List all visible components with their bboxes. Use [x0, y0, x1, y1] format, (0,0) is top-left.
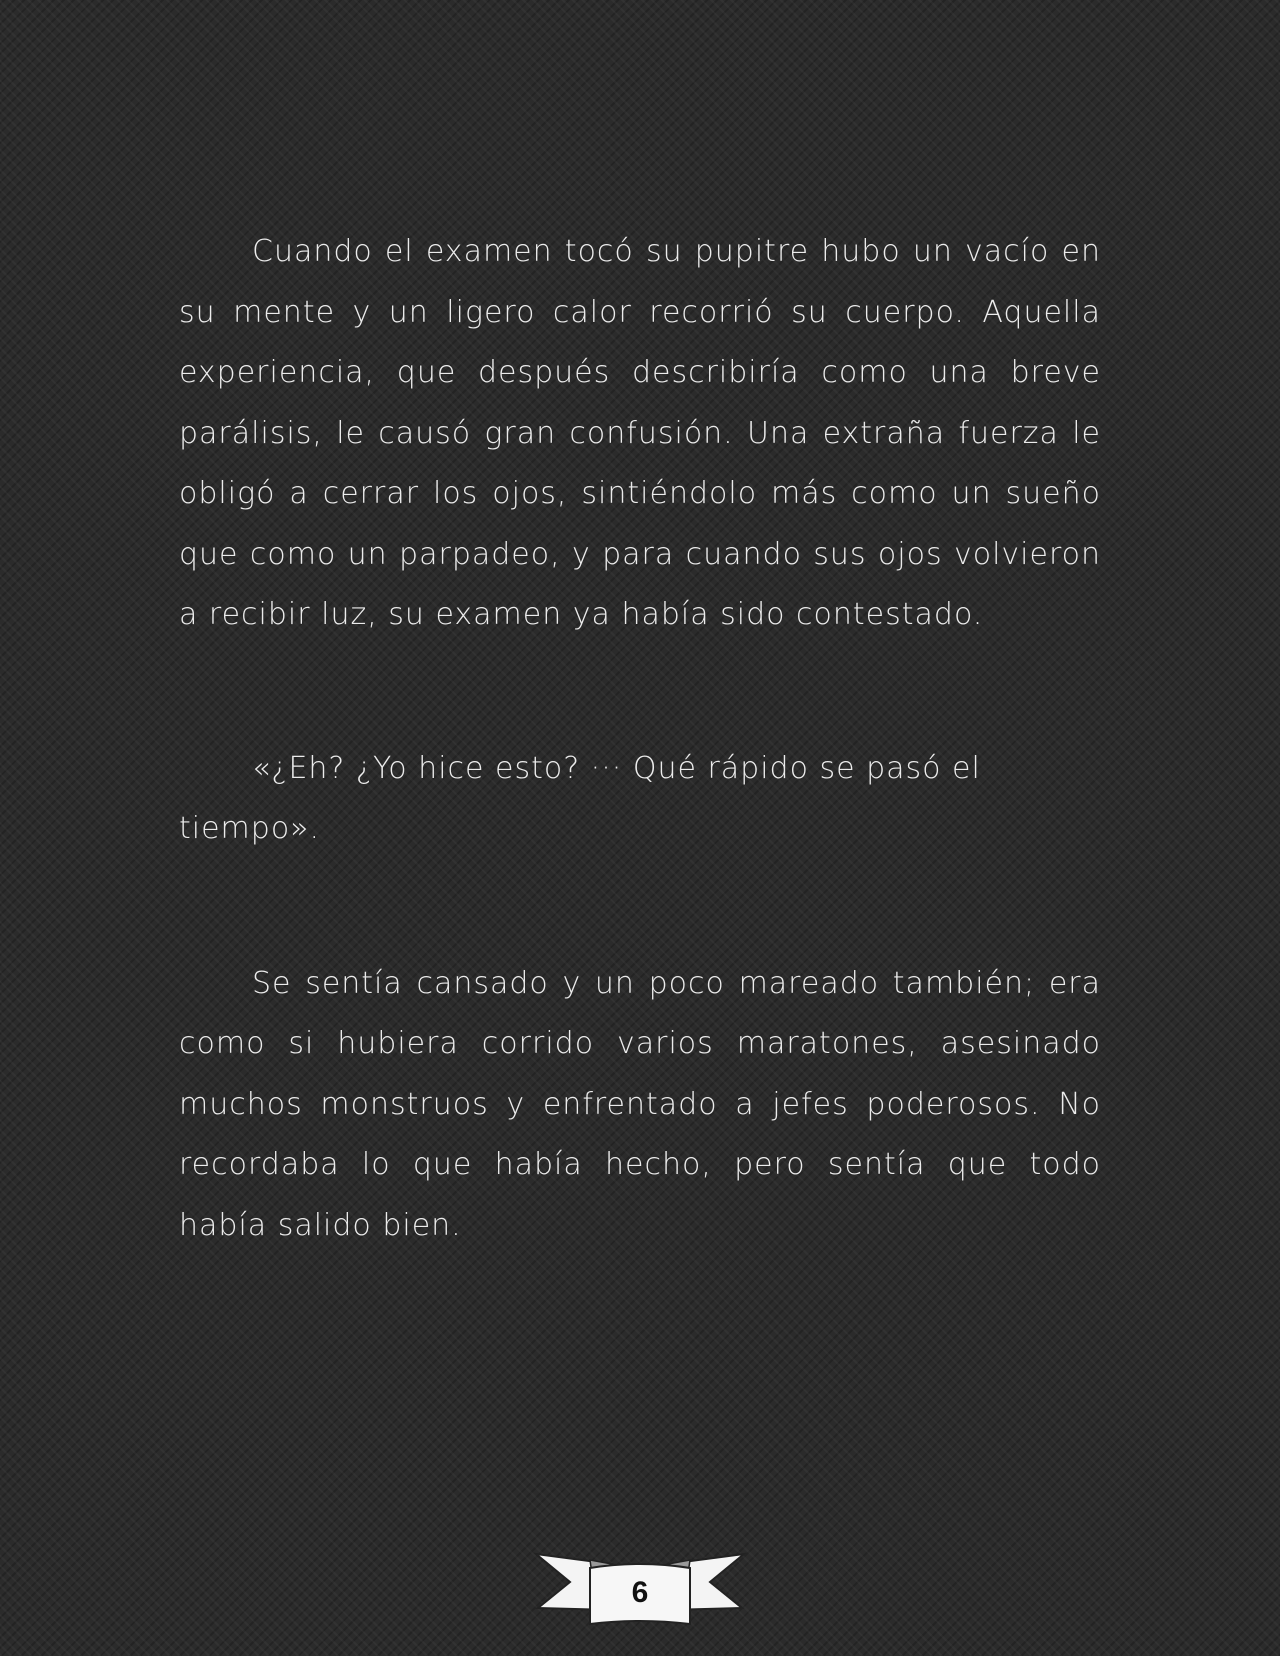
paragraph-gap — [179, 860, 1101, 954]
page-body — [179, 222, 1101, 1256]
page-number: 6 — [631, 1576, 649, 1609]
paragraph-gap — [179, 646, 1101, 739]
paragraph-2: Se sentía cansado y un poco mareado también; era como si hubiera corrido varios maratones, asesinado muchos monstruos y enfrentado a jefes poderosos. No recordaba lo que había hecho, pero sentía que todo había salido bien. — [179, 965, 1101, 1243]
page-number-ribbon — [532, 1550, 748, 1630]
dialogue-line: «¿Eh? ¿Yo hice esto? ··· Qué rápido se pasó el tiempo». — [179, 750, 981, 846]
paragraph-1: Cuando el examen tocó su pupitre hubo un vacío en su mente y un ligero calor recorrió su cuerpo. Aquella experiencia, que después describiría como una breve parálisis, le causó gran confusión. Una extraña fuerza le obligó a cerrar los ojos, sintiéndolo más como un sueño que como un parpadeo, y para cuando sus ojos volvieron a recibir luz, su examen ya había sido contestado. — [179, 234, 1101, 632]
